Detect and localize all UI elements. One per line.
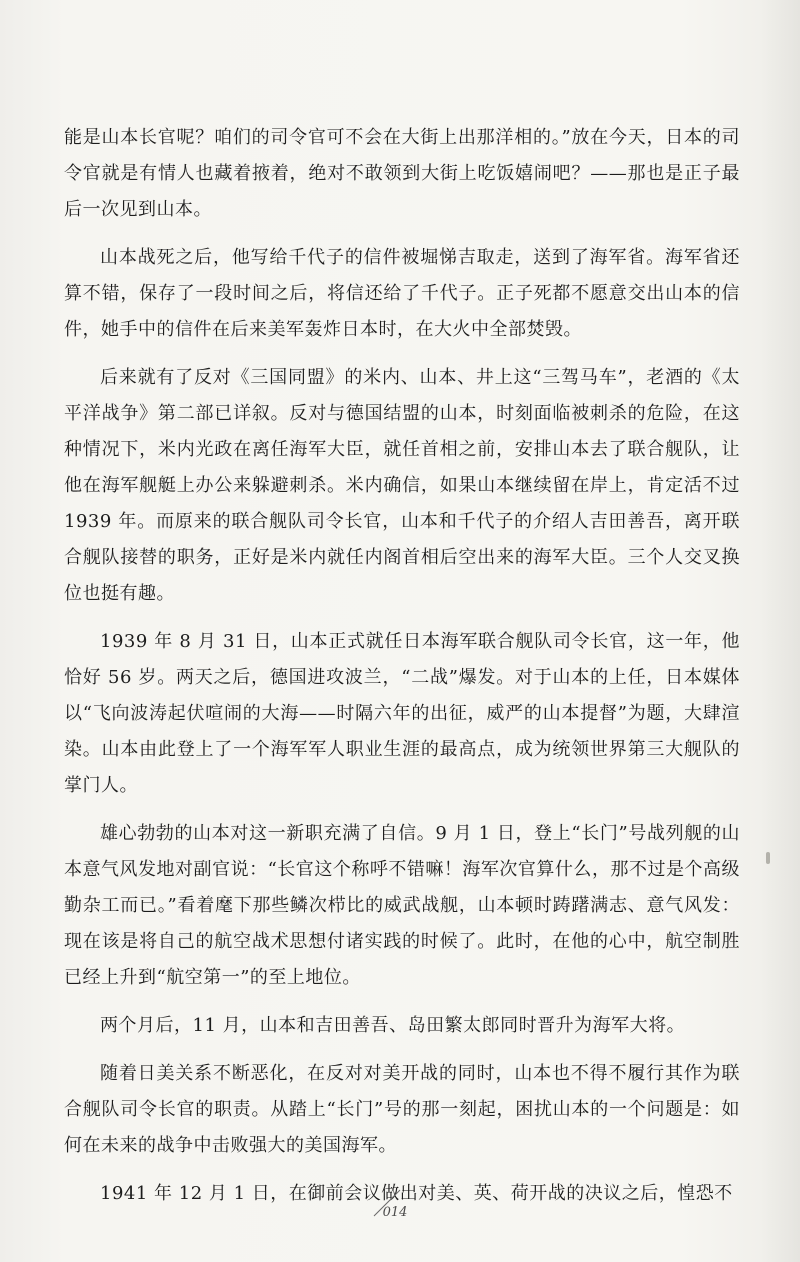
paragraph-3: 后来就有了反对《三国同盟》的米内、山本、井上这“三驾马车”，老酒的《太平洋战争》第二部已详叙。反对与德国结盟的山本，时刻面临被刺杀的危险，在这种情况下，米内光政在离任海军大臣，就任首相之前，安排山本去了联合舰队，让他在海军舰艇上办公来躲避刺杀。米内确信，如果山本继续留在岸上，肯定活不过 1939 年。而原来的联合舰队司令长官，山本和千代子的介绍人吉田善吾，离开联合舰队接替的职务，正好是米内就任内阁首相后空出来的海军大臣。三个人交叉换位也挺有趣。 <box>64 367 740 604</box>
scan-shadow <box>760 0 800 1262</box>
paragraph-1: 能是山本长官呢？咱们的司令官可不会在大街上出那洋相的。”放在今天，日本的司令官就是有情人也藏着掖着，绝对不敢领到大街上吃饭嬉闹吧？——那也是正子最后一次见到山本。 <box>64 127 740 220</box>
page-number: 014 <box>382 1205 408 1220</box>
paragraph-8: 1941 年 12 月 1 日，在御前会议做出对美、英、荷开战的决议之后，惶恐不 <box>100 1183 733 1204</box>
paragraph-2: 山本战死之后，他写给千代子的信件被堀悌吉取走，送到了海军省。海军省还算不错，保存了一段时间之后，将信还给了千代子。正子死都不愿意交出山本的信件，她手中的信件在后来美军轰炸日本时，在大火中全部焚毁。 <box>64 247 740 340</box>
scan-speck <box>766 852 770 864</box>
paragraph-7: 随着日美关系不断恶化，在反对对美开战的同时，山本也不得不履行其作为联合舰队司令长官的职责。从踏上“长门”号的那一刻起，困扰山本的一个问题是：如何在未来的战争中击败强大的美国海军。 <box>64 1063 740 1156</box>
paragraph-4: 1939 年 8 月 31 日，山本正式就任日本海军联合舰队司令长官，这一年，他恰好 56 岁。两天之后，德国进攻波兰，“二战”爆发。对于山本的上任，日本媒体以“飞向波涛起伏喧闹的大海——时隔六年的出征，威严的山本提督”为题，大肆渲染。山本由此登上了一个海军军人职业生涯的最高点，成为统领世界第三大舰队的掌门人。 <box>64 631 740 796</box>
body-text <box>64 120 740 1224</box>
paragraph-6: 两个月后，11 月，山本和吉田善吾、岛田繁太郎同时晋升为海军大将。 <box>100 1015 686 1036</box>
paragraph-5: 雄心勃勃的山本对这一新职充满了自信。9 月 1 日，登上“长门”号战列舰的山本意气风发地对副官说：“长官这个称呼不错嘛！海军次官算什么，那不过是个高级勤杂工而已。”看着麾下那些鳞次栉比的威武战舰，山本顿时踌躇满志、意气风发：现在该是将自己的航空战术思想付诸实践的时候了。此时，在他的心中，航空制胜已经上升到“航空第一”的至上地位。 <box>64 823 740 988</box>
